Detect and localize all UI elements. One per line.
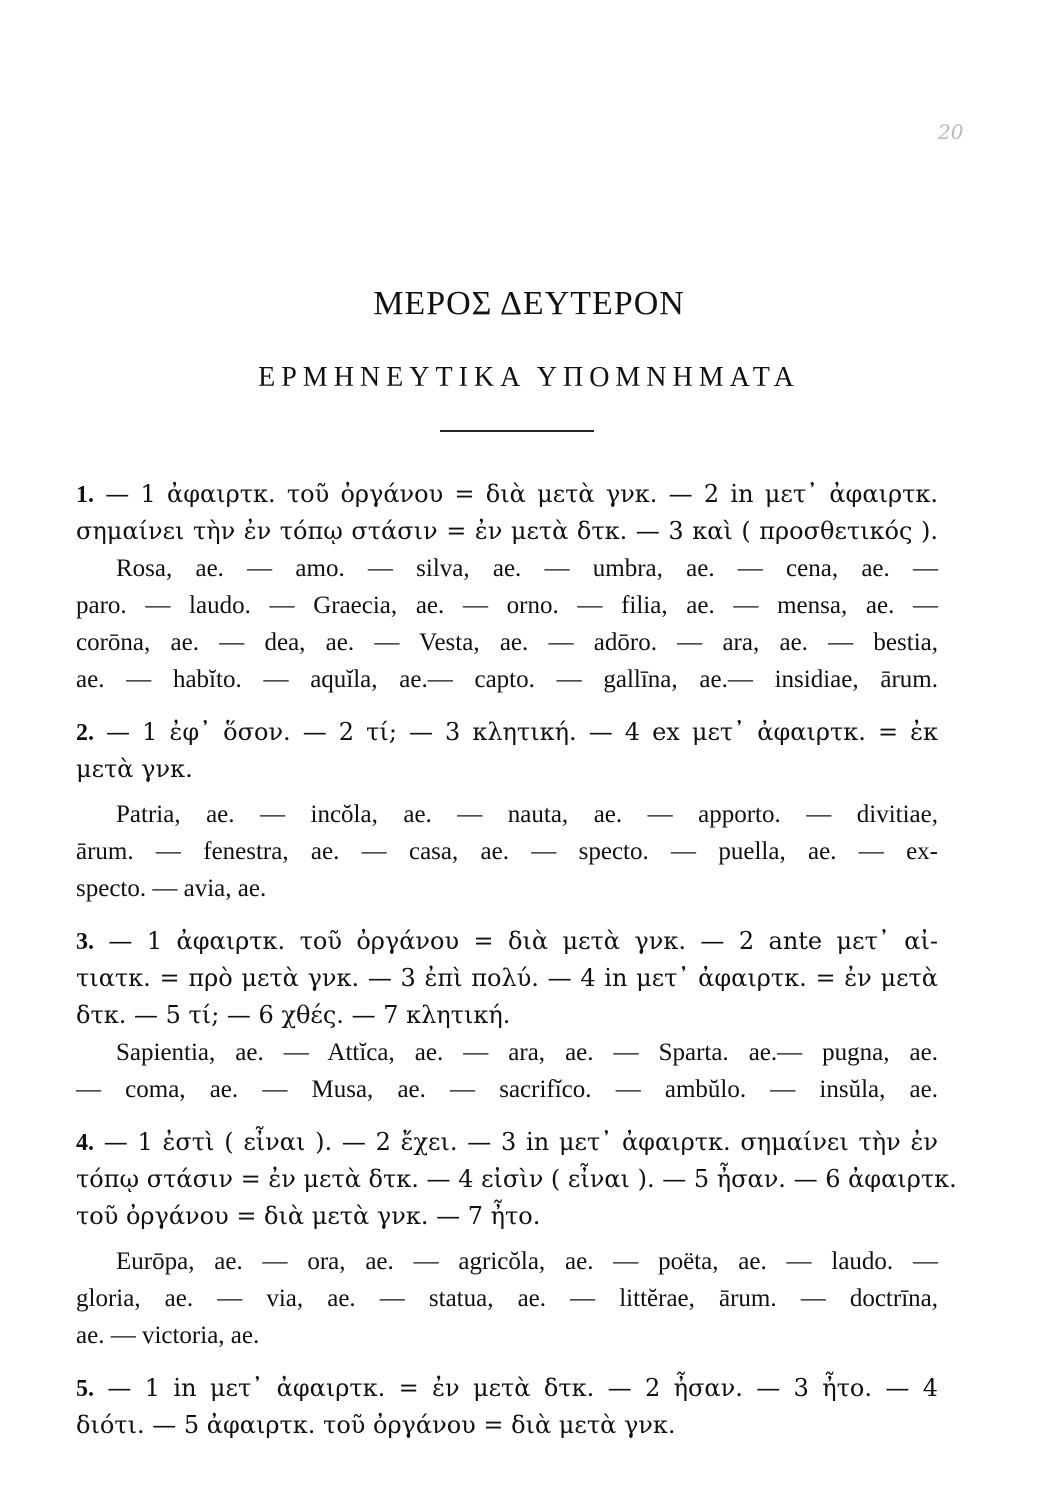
- vocab-line: Sapientia, ae. — Attĭca, ae. — ara, ae. — Sparta. ae.— pugna, ae.: [116, 1039, 938, 1066]
- note-line: σημαίνει τὴν ἐν τόπῳ στάσιν = ἐν μετὰ δτκ. — 3 καὶ ( προσθετικός ).: [76, 517, 938, 545]
- vocab-line: Patria, ae. — incŏla, ae. — nauta, ae. — apporto. — divitiae,: [116, 801, 938, 828]
- entry-3: [76, 923, 938, 1108]
- note-line: μετὰ γνκ.: [76, 755, 193, 783]
- vocab-line: Eurōpa, ae. — ora, ae. — agricŏla, ae. — poëta, ae. — laudo. —: [116, 1248, 938, 1275]
- entry-5: [76, 1370, 938, 1444]
- note-text: — 1 in μετ᾽ ἀφαιρτκ. = ἐν μετὰ δτκ. — 2 ἦσαν. — 3 ἦτο. — 4: [94, 1374, 938, 1402]
- vocab-line: ae. — victoria, ae.: [76, 1322, 260, 1349]
- vocab-line: specto. — avia, ae.: [76, 875, 267, 902]
- note-line: δτκ. — 5 τί; — 6 χθές. — 7 κλητική.: [76, 1001, 511, 1029]
- entry-number: 4.: [76, 1130, 94, 1156]
- vocab-line: Rosa, ae. — amo. — silva, ae. — umbra, ae. — cena, ae. —: [116, 555, 938, 582]
- note-text: — 1 ἐστὶ ( εἶναι ). — 2 ἔχει. — 3 in μετ᾽ ἀφαιρτκ. σημαίνει τὴν ἐν: [94, 1128, 938, 1156]
- vocab-line: ārum. — fenestra, ae. — casa, ae. — specto. — puella, ae. — ex-: [76, 838, 938, 865]
- note-text: — 1 ἀφαιρτκ. τοῦ ὀργάνου = διὰ μετὰ γνκ. — 2 ante μετ᾽ αἰ-: [94, 927, 938, 955]
- note-text: — 1 ἐφ᾽ ὅσον. — 2 τί; — 3 κλητική. — 4 ex μετ᾽ ἀφαιρτκ. = ἐκ: [94, 718, 938, 746]
- vocab-line: ae. — habĭto. — aquĭla, ae.— capto. — gallīna, ae.— insidiae, ārum.: [76, 666, 938, 693]
- entry-4: [76, 1124, 957, 1354]
- note-text: — 1 ἀφαιρτκ. τοῦ ὀργάνου = διὰ μετὰ γνκ. — 2 in μετ᾽ ἀφαιρτκ.: [94, 480, 938, 508]
- title-rule: [440, 430, 594, 432]
- entry-number: 3.: [76, 929, 94, 955]
- note-line: [76, 714, 938, 751]
- vocab-line: — coma, ae. — Musa, ae. — sacrifĭco. — ambŭlo. — insŭla, ae.: [76, 1076, 938, 1103]
- vocab-line: corōna, ae. — dea, ae. — Vesta, ae. — adōro. — ara, ae. — bestia,: [76, 629, 938, 656]
- commentary-entries: [76, 476, 957, 1460]
- page-number: 20: [938, 120, 964, 144]
- note-line: διότι. — 5 ἀφαιρτκ. τοῦ ὀργάνου = διὰ μετὰ γνκ.: [76, 1411, 676, 1439]
- note-line: [76, 1370, 938, 1407]
- vocab-line: gloria, ae. — via, ae. — statua, ae. — littĕrae, ārum. — doctrīna,: [76, 1285, 938, 1312]
- vocab-line: paro. — laudo. — Graecia, ae. — orno. — filia, ae. — mensa, ae. —: [76, 592, 938, 619]
- note-line: [76, 1124, 938, 1161]
- note-line: [76, 476, 938, 513]
- note-line: τόπῳ στάσιν = ἐν μετὰ δτκ. — 4 εἰσὶν ( εἶναι ). — 5 ἦσαν. — 6 ἀφαιρτκ.: [76, 1165, 957, 1193]
- entry-number: 2.: [76, 720, 94, 746]
- entry-number: 5.: [76, 1376, 94, 1402]
- note-line: τιατκ. = πρὸ μετὰ γνκ. — 3 ἐπὶ πολύ. — 4 in μετ᾽ ἀφαιρτκ. = ἐν μετὰ: [76, 964, 938, 992]
- note-line: τοῦ ὀργάνου = διὰ μετὰ γνκ. — 7 ἦτο.: [76, 1202, 541, 1230]
- part-title: ΜΕΡΟΣ ΔΕΥΤΕΡΟΝ: [373, 285, 685, 322]
- section-title: ΕΡΜΗΝΕΥΤΙΚΑ ΥΠΟΜΝΗΜΑΤΑ: [258, 362, 800, 393]
- entry-1: [76, 476, 938, 698]
- entry-2: [76, 714, 938, 907]
- entry-number: 1.: [76, 482, 94, 508]
- note-line: [76, 923, 938, 960]
